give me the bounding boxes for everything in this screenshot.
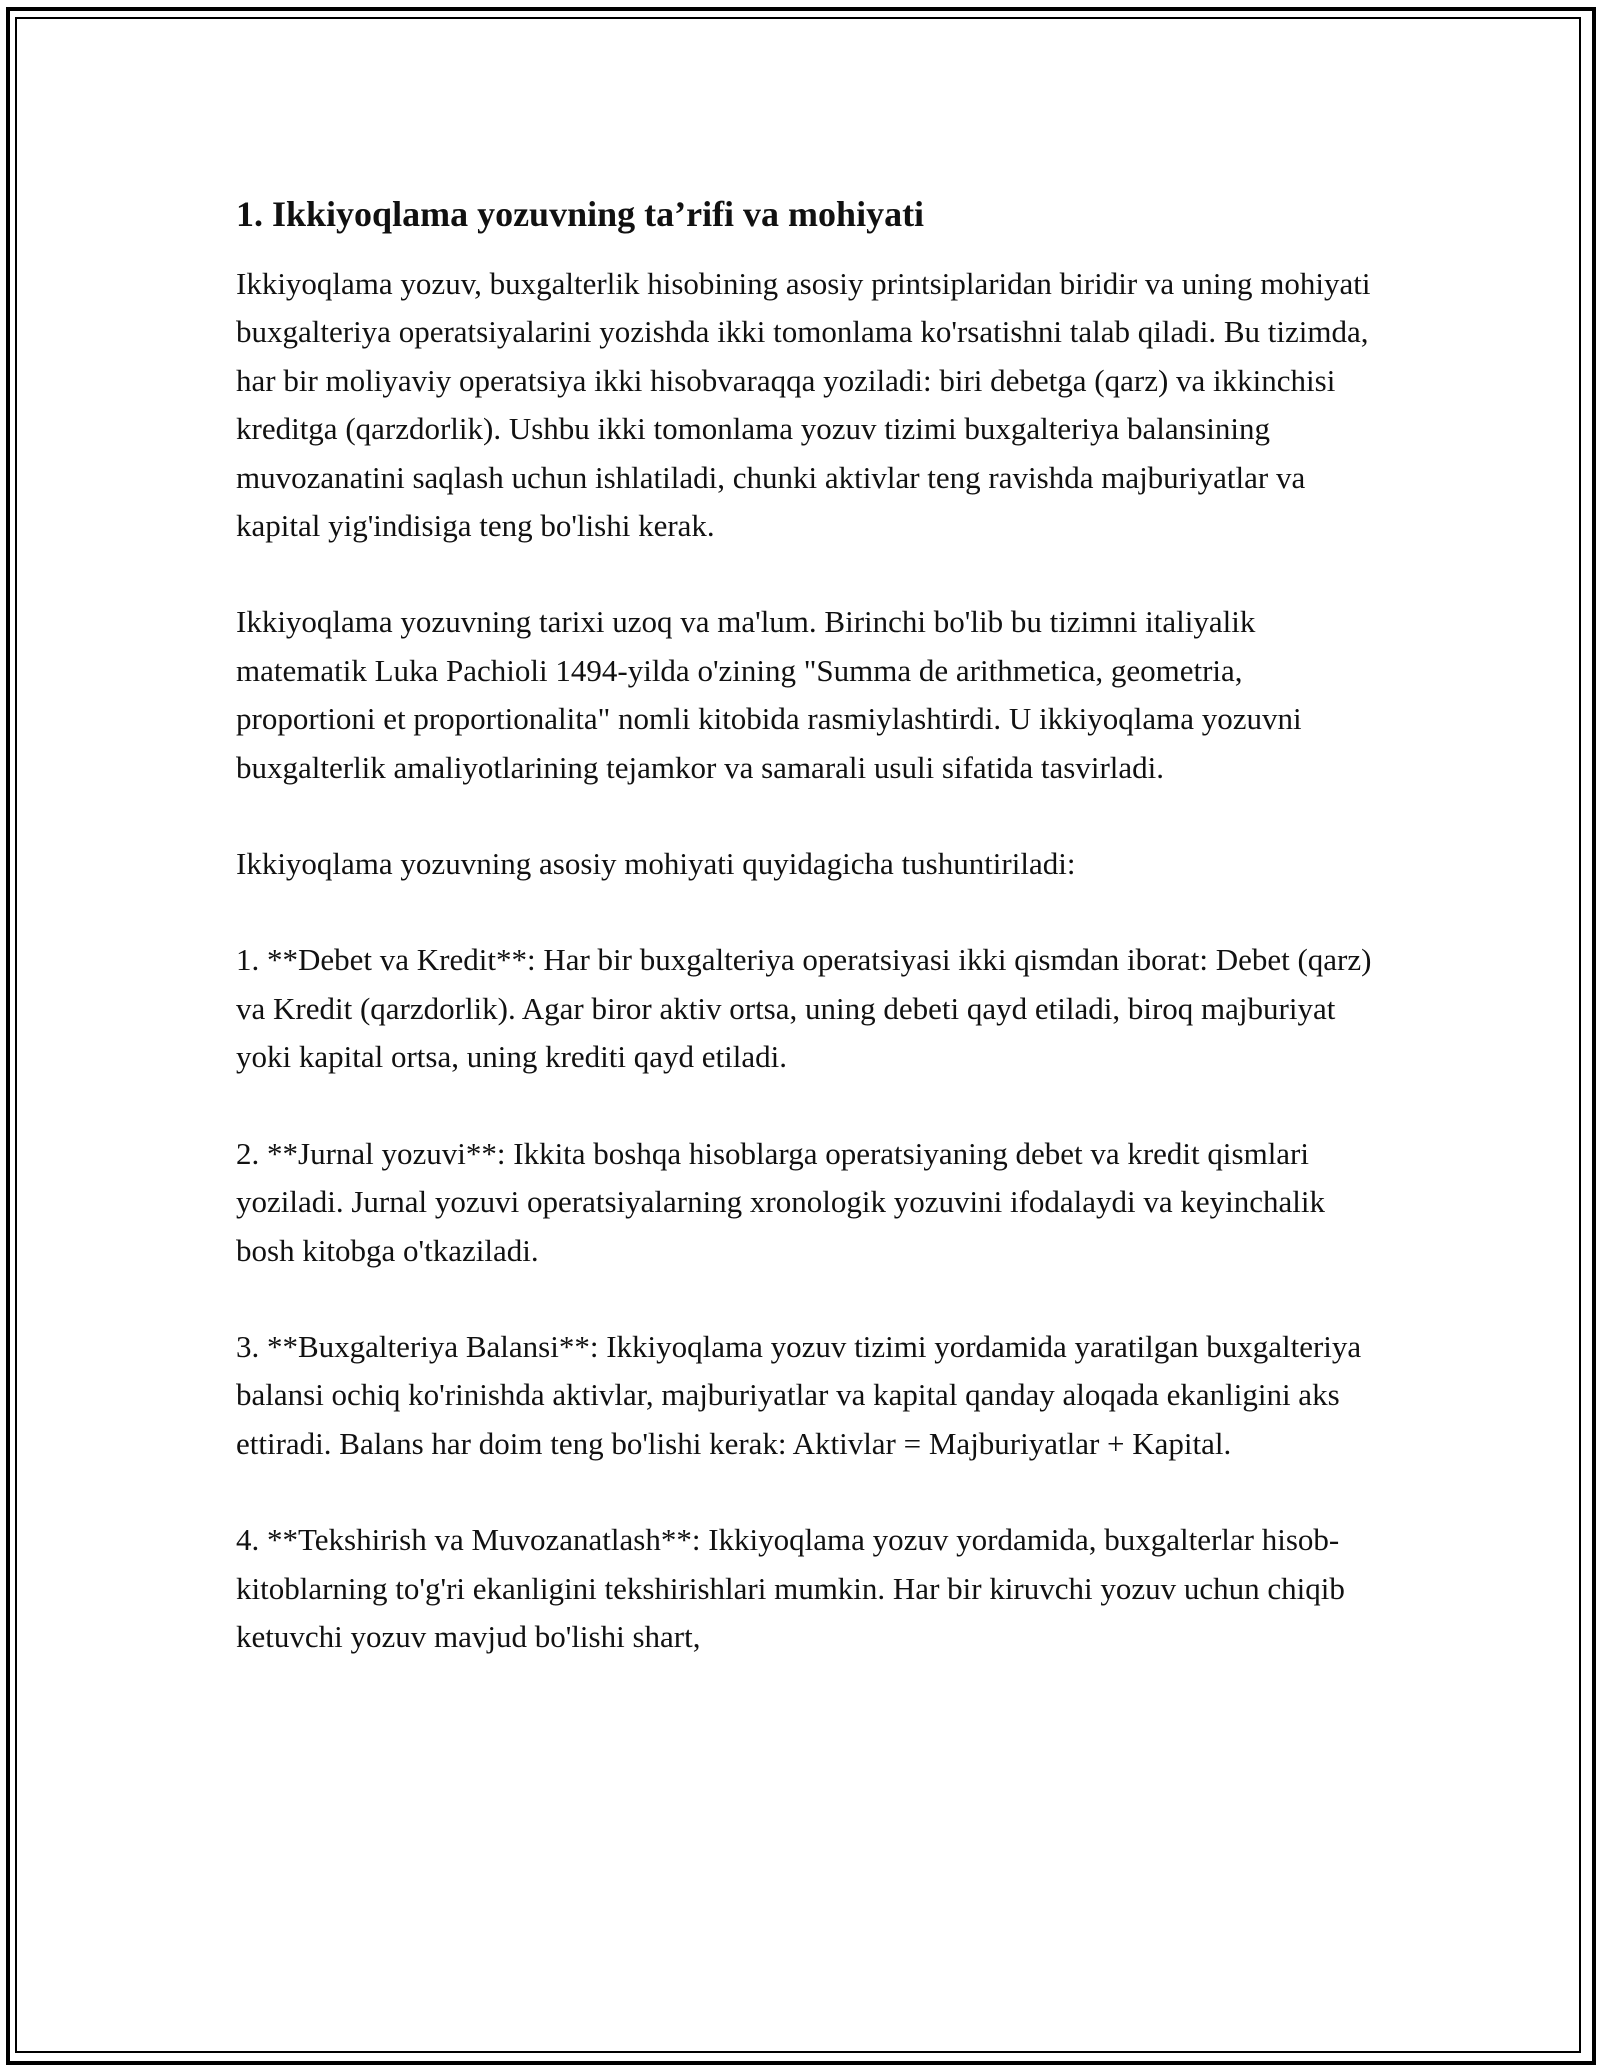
list-item-journal-entry: 2. **Jurnal yozuvi**: Ikkita boshqa hisoblarga operatsiyaning debet va kredit qismlari yoziladi. Jurnal yozuvi operatsiyalarning xronologik yozuvini ifodalaydi va keyinchalik bosh kitobga o'tkaziladi. (236, 1135, 1326, 1268)
document-body (236, 188, 1386, 1709)
list-item-checking-balancing: 4. **Tekshirish va Muvozanatlash**: Ikkiyoqlama yozuv yordamida, buxgalterlar hisob-kitoblarning to'g'ri ekanligini tekshirishlari mumkin. Har bir kiruvchi yozuv uchun chiqib ketuvchi yozuv mavjud bo'lishi shart, (236, 1522, 1345, 1654)
paragraph-definition: Ikkiyoqlama yozuv, buxgalterlik hisobining asosiy printsiplaridan biridir va uning mohiyati buxgalteriya operatsiyalarini yozishda ikki tomonlama ko'rsatishni talab qiladi. Bu tizimda, har bir moliyaviy operatsiya ikki hisobvaraqqa yoziladi: biri debetga (qarz) va ikkinchisi kreditga (qarzdorlik). Ushbu ikki tomonlama yozuv tizimi buxgalteriya balansining muvozanatini saqlash uchun ishlatiladi, chunki aktivlar teng ravishda majburiyatlar va kapital yig'indisiga teng bo'lishi kerak. (236, 266, 1371, 544)
paragraph-history: Ikkiyoqlama yozuvning tarixi uzoq va ma'lum. Birinchi bo'lib bu tizimni italiyalik matematik Luka Pachioli 1494-yilda o'zining "Summa de arithmetica, geometria, proportioni et proportionalita" nomli kitobida rasmiylashtirdi. U ikkiyoqlama yozuvni buxgalterlik amaliyotlarining tejamkor va samarali usuli sifatida tasvirladi. (236, 604, 1302, 785)
list-item-balance-sheet: 3. **Buxgalteriya Balansi**: Ikkiyoqlama yozuv tizimi yordamida yaratilgan buxgalteriya balansi ochiq ko'rinishda aktivlar, majburiyatlar va kapital qanday aloqada ekanligini aks ettiradi. Balans har doim teng bo'lishi kerak: Aktivlar = Majburiyatlar + Kapital. (236, 1328, 1362, 1461)
list-item-debit-credit: 1. **Debet va Kredit**: Har bir buxgalteriya operatsiyasi ikki qismdan iborat: Debet (qarz) va Kredit (qarzdorlik). Agar biror aktiv ortsa, uning debeti qayd etiladi, biroq majburiyat yoki kapital ortsa, uning krediti qayd etiladi. (236, 942, 1372, 1075)
paragraph-intro: Ikkiyoqlama yozuvning asosiy mohiyati quyidagicha tushuntiriladi: (236, 846, 1076, 882)
section-heading: 1. Ikkiyoqlama yozuvning ta’rifi va mohiyati (236, 194, 925, 234)
